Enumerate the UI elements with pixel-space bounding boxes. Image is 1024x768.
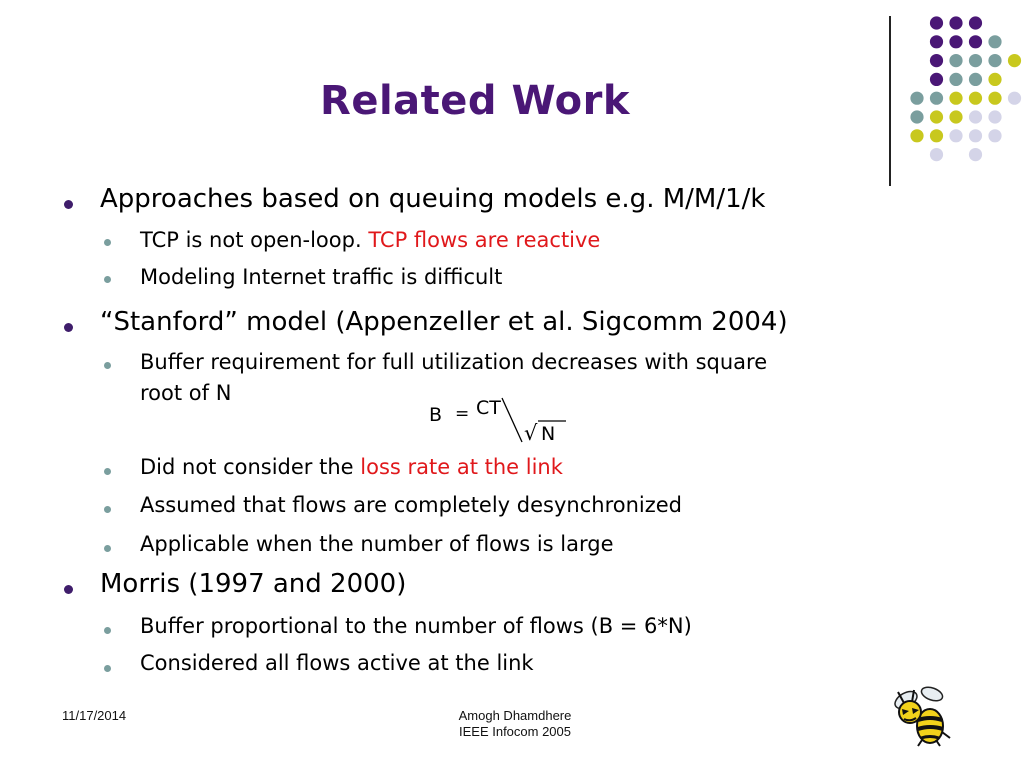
sub-bullet-marker <box>104 468 111 475</box>
sub-bullet-tcp <box>140 228 600 252</box>
loss-plain-text: Did not consider the <box>140 455 361 479</box>
decorative-dot <box>949 35 962 48</box>
bullet-stanford-model: “Stanford” model (Appenzeller et al. Sigcomm 2004) <box>100 307 788 337</box>
decorative-dot <box>988 92 1001 105</box>
decorative-dot <box>1008 92 1021 105</box>
formula-numerator: CT <box>476 397 501 419</box>
bullet-morris: Morris (1997 and 2000) <box>100 569 407 599</box>
formula-denominator: N <box>541 423 556 445</box>
sub-bullet-buffer-proportional: Buffer proportional to the number of flows (B = 6*N) <box>140 614 692 638</box>
sub-bullet-marker <box>104 276 111 283</box>
decorative-dot <box>910 129 923 142</box>
decorative-dot <box>988 35 1001 48</box>
sub-bullet-marker <box>104 545 111 552</box>
formula-equals: = <box>455 404 470 424</box>
decorative-dot <box>969 35 982 48</box>
decorative-dot <box>949 16 962 29</box>
bullet-marker <box>64 585 73 594</box>
footer-venue: IEEE Infocom 2005 <box>458 724 571 739</box>
bullet-queuing-models: Approaches based on queuing models e.g. M/M/1/k <box>100 184 766 214</box>
decorative-dot <box>969 129 982 142</box>
footer-author: Amogh Dhamdhere <box>458 708 572 723</box>
decorative-dot <box>988 129 1001 142</box>
decorative-dot <box>930 16 943 29</box>
sub-bullet-marker <box>104 627 111 634</box>
decorative-dot <box>930 148 943 161</box>
sub-bullet-buffer-requirement-line1: Buffer requirement for full utilization decreases with square <box>140 350 768 374</box>
sub-bullet-loss-rate <box>140 455 563 479</box>
slide-title: Related Work <box>320 78 630 124</box>
sub-bullet-desynchronized: Assumed that flows are completely desynchronized <box>140 493 683 517</box>
footer-date: 11/17/2014 <box>62 708 127 723</box>
decorative-dot <box>969 92 982 105</box>
bullet-marker <box>64 323 73 332</box>
decorative-dot <box>930 54 943 67</box>
formula-lhs: B <box>429 404 443 426</box>
decorative-dot <box>949 92 962 105</box>
sub-bullet-all-flows-active: Considered all flows active at the link <box>140 651 534 675</box>
decorative-dot <box>988 54 1001 67</box>
decorative-dot <box>1008 54 1021 67</box>
decorative-dot <box>988 73 1001 86</box>
sub-bullet-large-flows: Applicable when the number of flows is large <box>140 532 614 556</box>
sub-bullet-marker <box>104 506 111 513</box>
decorative-dot <box>969 16 982 29</box>
decorative-dot <box>949 129 962 142</box>
decorative-dot <box>949 73 962 86</box>
bullet-marker <box>64 200 73 209</box>
sub-bullet-buffer-requirement-line2: root of N <box>140 381 232 405</box>
buffer-formula <box>428 394 578 446</box>
decorative-dot <box>949 54 962 67</box>
decorative-dot <box>930 35 943 48</box>
decorative-dot <box>969 110 982 123</box>
loss-highlight-text: loss rate at the link <box>360 455 563 479</box>
sub-bullet-marker <box>104 362 111 369</box>
sub-bullet-marker <box>104 665 111 672</box>
decorative-dot <box>930 129 943 142</box>
decorative-dot <box>949 110 962 123</box>
tcp-highlight-text: TCP flows are reactive <box>368 228 601 252</box>
formula-sqrt-sign: √ <box>524 421 538 445</box>
decorative-dot <box>969 54 982 67</box>
decorative-dot <box>988 110 1001 123</box>
sub-bullet-modeling: Modeling Internet traffic is difficult <box>140 265 503 289</box>
formula-fraction-slash <box>502 398 522 442</box>
sub-bullet-marker <box>104 239 111 246</box>
decorative-dot <box>969 73 982 86</box>
decorative-dot <box>969 148 982 161</box>
tcp-plain-text: TCP is not open-loop. <box>140 228 369 252</box>
bee-mascot-icon <box>890 682 956 748</box>
